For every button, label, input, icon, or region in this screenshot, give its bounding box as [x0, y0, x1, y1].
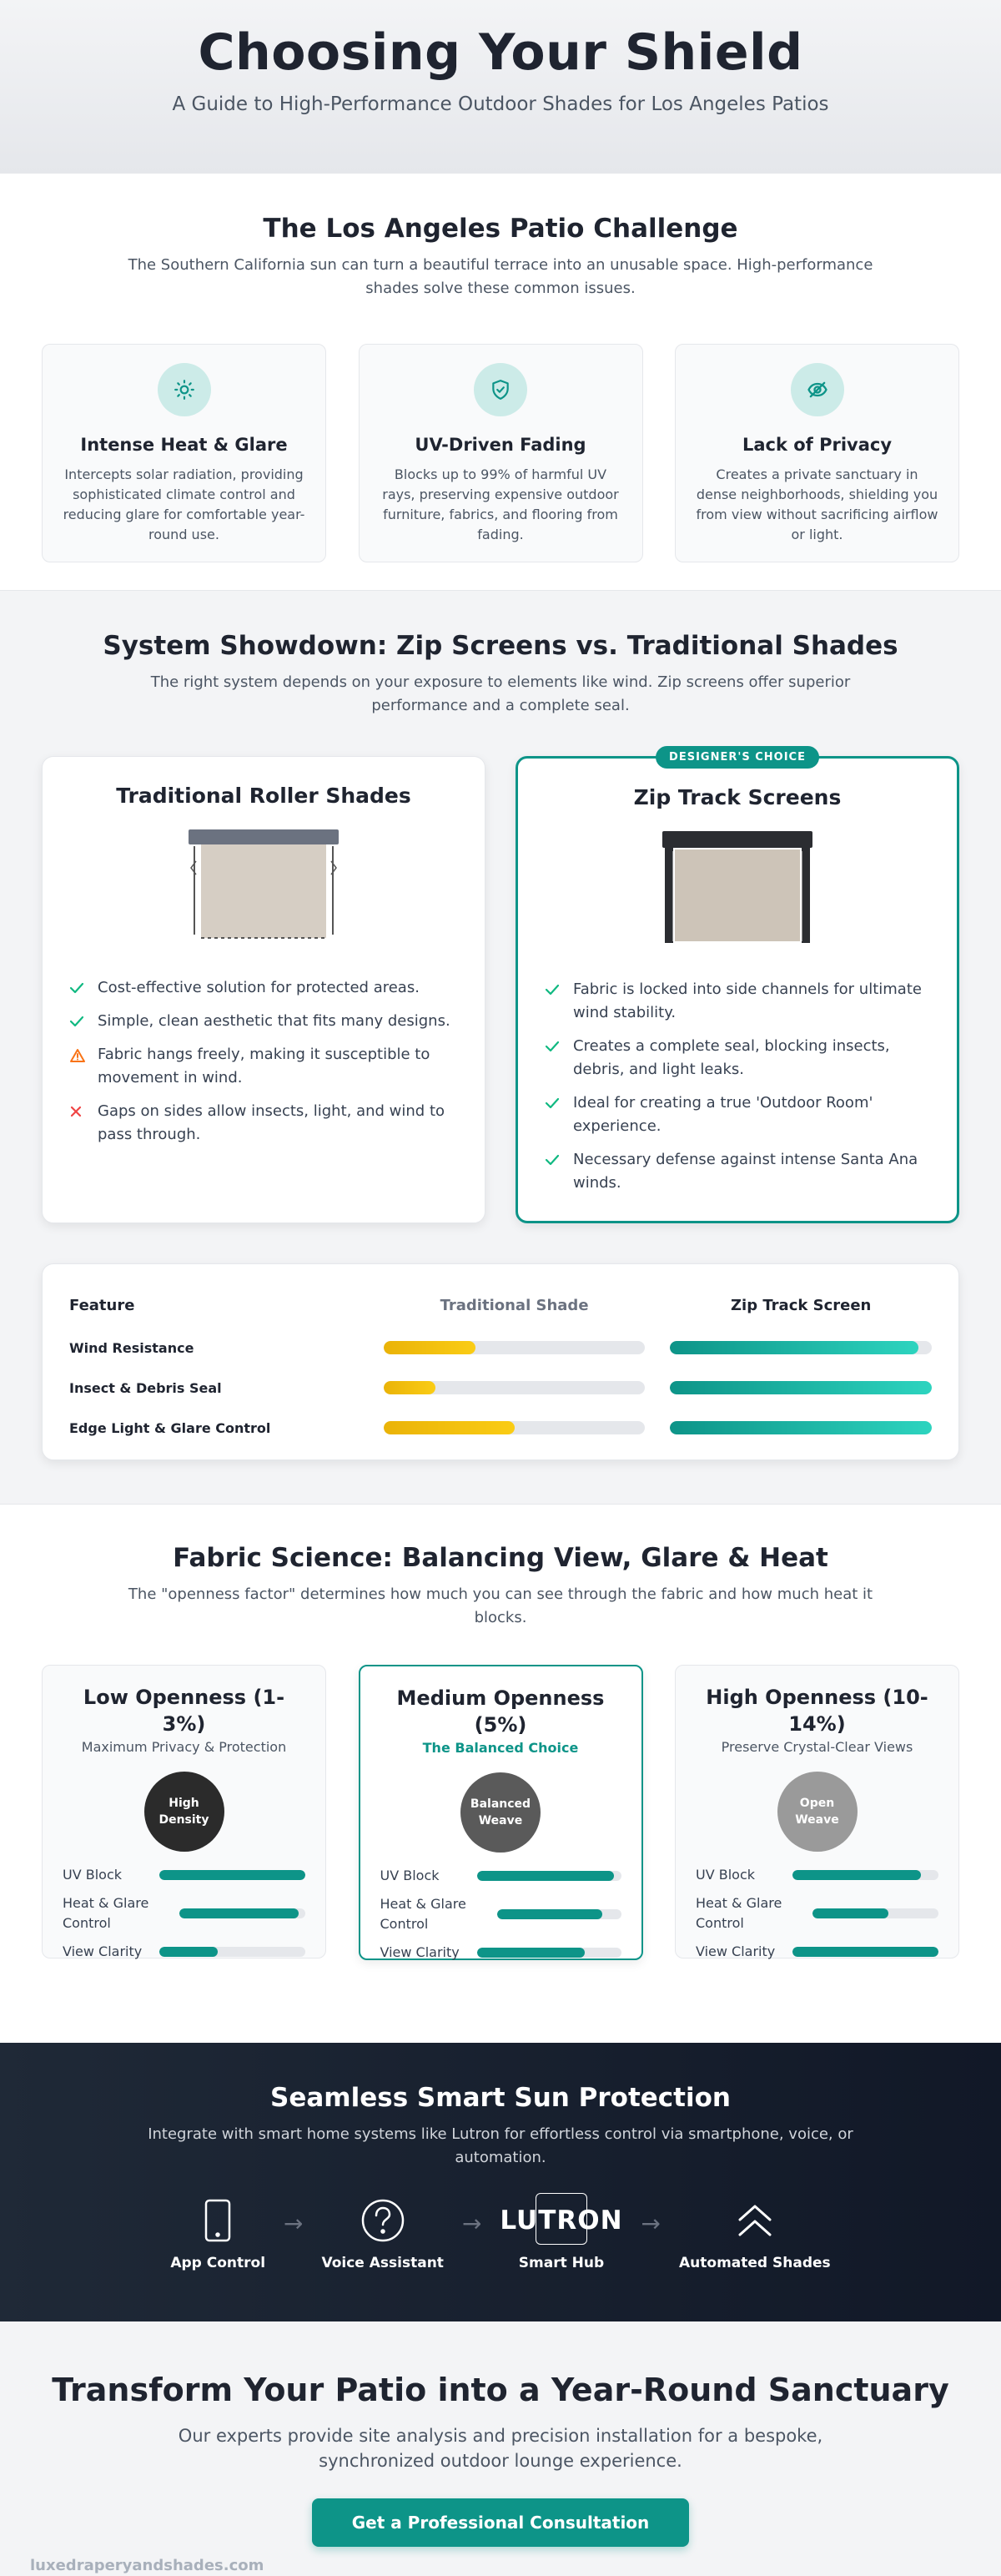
row-label: Wind Resistance: [69, 1339, 194, 1356]
fabric-swatch: High Density: [144, 1772, 224, 1852]
list-item-text: Cost-effective solution for protected areas.: [98, 979, 420, 996]
fabric-card-title: Low Openness (1-3%): [83, 1686, 285, 1736]
zip-score-bar: [670, 1381, 932, 1394]
zip-track-card: [516, 751, 959, 1223]
cta-section: [0, 2321, 1001, 2576]
list-item: [69, 1043, 460, 1090]
challenge-card-text: Blocks up to 99% of harmful UV rays, preserving expensive outdoor furniture, fabrics, and flooring from fading.: [382, 466, 619, 542]
smartphone-icon: [201, 2191, 234, 2250]
metric-row: [63, 1893, 305, 1933]
column-header-traditional: Traditional Shade: [440, 1296, 589, 1314]
fabric-metrics: [380, 1864, 621, 1964]
arrow-right-icon: →: [641, 2210, 661, 2237]
metric-row: [380, 1894, 621, 1934]
zip-screen-illustration: [658, 829, 817, 946]
zip-score-bar: [670, 1421, 932, 1434]
list-item-text: Fabric hangs freely, making it susceptible to movement in wind.: [98, 1046, 430, 1086]
traditional-score-bar: [384, 1421, 646, 1434]
showdown-title: System Showdown: Zip Screens vs. Traditional Shades: [103, 631, 898, 661]
list-item: [545, 978, 932, 1025]
card-title: Traditional Roller Shades: [116, 784, 411, 808]
fabric-subtitle: The "openness factor" determines how much you can see through the fabric and how much heat it blocks.: [128, 1585, 873, 1626]
card-title: Zip Track Screens: [633, 785, 842, 809]
smart-section: [0, 2043, 1001, 2321]
fabric-metrics: [63, 1863, 305, 1964]
shield-check-icon: [474, 363, 527, 416]
cta-text: Our experts provide site analysis and precision installation for a bespoke, synchronized outdoor lounge experience.: [178, 2426, 823, 2471]
list-item-text: Fabric is locked into side channels for ultimate wind stability.: [573, 980, 922, 1021]
page-subtitle: A Guide to High-Performance Outdoor Shades for Los Angeles Patios: [172, 93, 829, 115]
check-icon: [69, 976, 98, 995]
zip-feature-list: [543, 978, 932, 1195]
fabric-swatch: Open Weave: [777, 1772, 858, 1852]
metric-row: [380, 1864, 621, 1888]
table-row: [69, 1328, 932, 1368]
check-icon: [69, 1010, 98, 1028]
row-label: Edge Light & Glare Control: [69, 1419, 271, 1436]
metric-row: [696, 1863, 938, 1887]
challenge-card-uv: [359, 344, 643, 562]
metric-label: Heat & Glare Control: [63, 1895, 149, 1931]
lutron-logo-text: LUTRON: [500, 2205, 623, 2236]
metric-label: View Clarity: [696, 1943, 776, 1959]
metric-label: UV Block: [380, 1868, 440, 1883]
showdown-subtitle: The right system depends on your exposure to elements like wind. Zip screens offer superior performance and a complete seal.: [150, 673, 851, 714]
comparison-cards: [42, 751, 959, 1223]
cta-title: Transform Your Patio into a Year-Round Sanctuary: [52, 2372, 949, 2408]
smart-title: Seamless Smart Sun Protection: [270, 2083, 731, 2113]
smart-subtitle: Integrate with smart home systems like Lutron for effortless control via smartphone, voice, or automation.: [148, 2125, 853, 2166]
metric-label: View Clarity: [63, 1943, 143, 1959]
fabric-metrics: [696, 1863, 938, 1964]
eye-slash-icon: [791, 363, 844, 416]
column-header-zip: Zip Track Screen: [731, 1296, 872, 1314]
challenge-card-privacy: [675, 344, 959, 562]
step-app-control: [170, 2191, 265, 2271]
hero-section: [0, 0, 1001, 174]
challenge-card-title: Lack of Privacy: [742, 435, 893, 455]
list-item-text: Necessary defense against intense Santa Ana winds.: [573, 1151, 918, 1192]
fabric-card-subtitle: Maximum Privacy & Protection: [81, 1739, 287, 1755]
traditional-feature-list: [68, 976, 460, 1147]
list-item: [545, 1091, 932, 1138]
list-item-text: Gaps on sides allow insects, light, and wind to pass through.: [98, 1102, 445, 1143]
question-circle-icon: [360, 2191, 406, 2250]
challenge-card-title: Intense Heat & Glare: [80, 435, 288, 455]
fabric-cards: [42, 1665, 959, 1960]
step-label: Voice Assistant: [321, 2255, 444, 2271]
metric-row: [696, 1940, 938, 1964]
challenge-cards: [42, 344, 959, 562]
fabric-title: Fabric Science: Balancing View, Glare & Heat: [173, 1543, 828, 1573]
fabric-card-title: High Openness (10-14%): [706, 1686, 928, 1736]
list-item: [69, 1100, 460, 1147]
comparison-table: [42, 1263, 959, 1460]
challenge-title: The Los Angeles Patio Challenge: [263, 214, 738, 244]
consultation-button[interactable]: Get a Professional Consultation: [312, 2498, 690, 2547]
table-header-row: [69, 1289, 932, 1321]
challenge-card-text: Creates a private sanctuary in dense neighborhoods, shielding you from view without sacrificing airflow or light.: [696, 466, 938, 542]
step-label: App Control: [170, 2255, 266, 2271]
metric-label: Heat & Glare Control: [696, 1895, 782, 1931]
fabric-card-high: [675, 1665, 959, 1958]
table-row: [69, 1368, 932, 1408]
step-voice-assistant: [322, 2191, 444, 2271]
zip-score-bar: [670, 1341, 932, 1354]
challenge-card-text: Intercepts solar radiation, providing sophisticated climate control and reducing glare for comfortable year-round use.: [63, 466, 305, 542]
metric-label: UV Block: [63, 1867, 123, 1883]
fabric-swatch: Balanced Weave: [460, 1772, 541, 1853]
challenge-section: [0, 174, 1001, 591]
arrow-right-icon: →: [284, 2210, 304, 2237]
check-icon: [545, 978, 573, 996]
traditional-score-bar: [384, 1381, 646, 1394]
fabric-card-subtitle: The Balanced Choice: [422, 1740, 579, 1756]
list-item-text: Creates a complete seal, blocking insects, debris, and light leaks.: [573, 1037, 890, 1078]
traditional-shades-card: [42, 756, 485, 1223]
check-icon: [545, 1148, 573, 1167]
sun-icon: [158, 363, 211, 416]
challenge-card-heat: [42, 344, 326, 562]
check-icon: [545, 1091, 573, 1110]
smart-flow: [0, 2191, 1001, 2271]
list-item: [545, 1035, 932, 1081]
metric-row: [63, 1863, 305, 1887]
watermark-bottom: luxedraperyandshades.com: [30, 2557, 264, 2574]
warning-icon: [69, 1043, 98, 1063]
fabric-card-subtitle: Preserve Crystal-Clear Views: [721, 1739, 913, 1755]
metric-row: [63, 1940, 305, 1964]
step-label: Smart Hub: [518, 2255, 605, 2271]
check-icon: [545, 1035, 573, 1053]
table-row: [69, 1408, 932, 1448]
row-label: Insect & Debris Seal: [69, 1379, 222, 1396]
arrow-right-icon: →: [461, 2210, 482, 2237]
metric-label: UV Block: [696, 1867, 756, 1883]
step-label: Automated Shades: [679, 2255, 831, 2271]
step-automated-shades: [679, 2191, 831, 2271]
fabric-section: [0, 1505, 1001, 2043]
list-item: [69, 976, 460, 1000]
fabric-card-title: Medium Openness (5%): [396, 1686, 605, 1737]
page-title: Choosing Your Shield: [198, 23, 803, 82]
metric-row: [380, 1941, 621, 1964]
list-item: [69, 1010, 460, 1033]
fabric-card-medium: [359, 1665, 643, 1960]
metric-label: View Clarity: [380, 1944, 460, 1960]
chevrons-up-icon: [735, 2191, 775, 2250]
designers-choice-badge: DESIGNER'S CHOICE: [656, 746, 819, 769]
metric-label: Heat & Glare Control: [380, 1896, 466, 1932]
list-item-text: Simple, clean aesthetic that fits many designs.: [98, 1012, 450, 1030]
traditional-score-bar: [384, 1341, 646, 1354]
showdown-section: [0, 591, 1001, 1505]
close-icon: [69, 1100, 98, 1118]
roller-shade-illustration: [184, 828, 343, 945]
step-smart-hub: [500, 2191, 622, 2271]
metric-row: [696, 1893, 938, 1933]
fabric-card-low: [42, 1665, 326, 1958]
lutron-logo: [500, 2191, 622, 2250]
list-item-text: Ideal for creating a true 'Outdoor Room' experience.: [573, 1094, 873, 1135]
list-item: [545, 1148, 932, 1195]
challenge-card-title: UV-Driven Fading: [415, 435, 586, 455]
column-header-feature: Feature: [69, 1296, 135, 1314]
challenge-subtitle: The Southern California sun can turn a beautiful terrace into an unusable space. High-performance shades solve these common issues.: [128, 256, 873, 297]
